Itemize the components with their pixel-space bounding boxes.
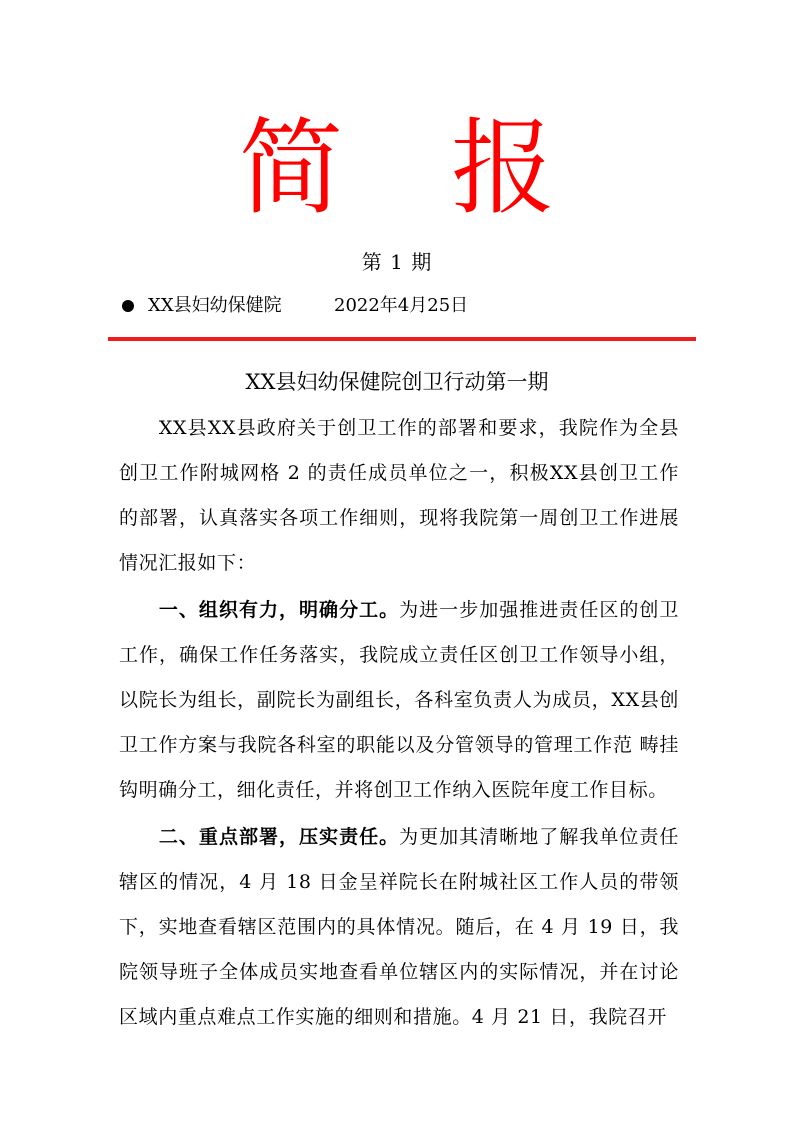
document-body bbox=[119, 406, 679, 1042]
issue-label: 第 1 期 bbox=[361, 250, 433, 274]
organization-name: XX县妇幼保健院 bbox=[148, 295, 282, 316]
intro-paragraph: XX县XX县政府关于创卫工作的部署和要求，我院作为全县创卫工作附城网格 2 的责任成员单位之一，积极XX县创卫工作的部署，认真落实各项工作细则，现将我院第一周创卫工作进展情况汇报如下： bbox=[119, 417, 679, 574]
section-1-paragraph bbox=[119, 588, 679, 813]
masthead-char-jian: 简 bbox=[238, 107, 343, 229]
bullet-icon bbox=[122, 300, 134, 312]
issue-date: 2022年4月25日 bbox=[334, 295, 469, 316]
section-1-heading: 一、组织有力，明确分工。 bbox=[158, 599, 400, 621]
section-2-heading: 二、重点部署，压实责任。 bbox=[158, 826, 400, 848]
document-title: XX县妇幼保健院创卫行动第一期 bbox=[245, 370, 549, 394]
issue-number bbox=[0, 248, 794, 276]
masthead-char-bao: 报 bbox=[451, 107, 556, 229]
section-1-text: 为进一步加强推进责任区的创卫工作，确保工作任务落实，我院成立责任区创卫工作领导小组，以院长为组长，副院长为副组长，各科室负责人为成员，XX县创卫工作方案与我院各科室的职能以及分管领导的管理工作范 畴挂钩明确分工，细化责任，并将创卫工作纳入医院年度工作目标。 bbox=[119, 599, 680, 801]
section-2-paragraph bbox=[119, 815, 679, 1040]
red-divider-rule bbox=[108, 337, 696, 341]
meta-row bbox=[118, 292, 698, 320]
masthead-title bbox=[0, 108, 794, 228]
section-2-text: 为更加其清晰地了解我单位责任辖区的情况，4 月 18 日金呈祥院长在附城社区工作人员的带领下，实地查看辖区范围内的具体情况。随后，在 4 月 19 日，我院领导班子全体成员实地查看单位辖区内的实际情况，并在讨论区域内重点难点工作实施的细则和措施。4 月 21 日，我院召开 bbox=[119, 826, 680, 1028]
